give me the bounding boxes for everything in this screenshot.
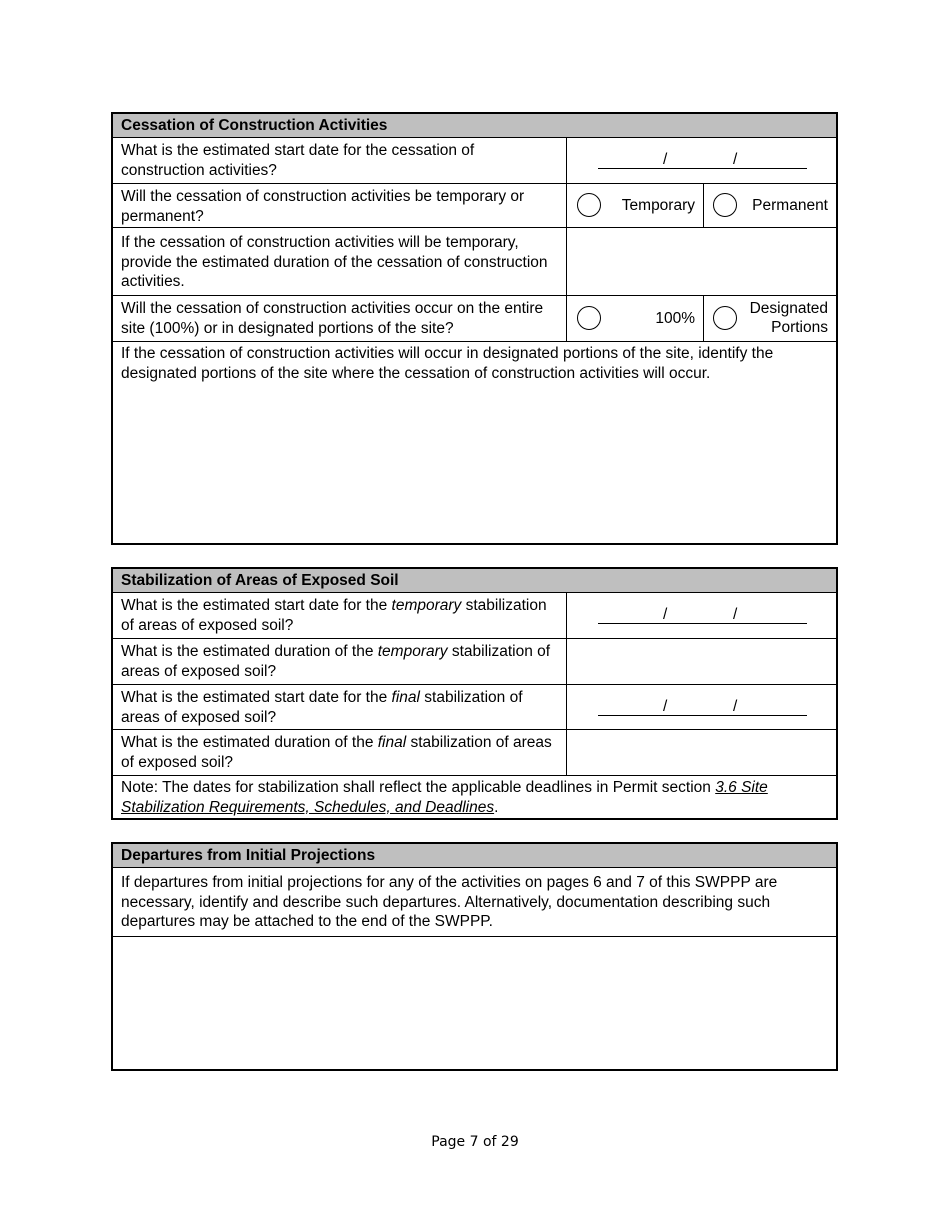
radio-entire-site[interactable] (577, 306, 601, 330)
date-separator: / (733, 698, 738, 715)
cessation-section (111, 112, 838, 545)
section-title: Cessation of Construction Activities (113, 114, 836, 137)
final-start-date-field[interactable] (567, 685, 836, 729)
note-text: Note: The dates for stabilization shall reflect the applicable deadlines in Permit section (121, 779, 716, 796)
option-designated-label (750, 299, 828, 337)
radio-temporary[interactable] (577, 193, 601, 217)
row-final-duration (113, 729, 836, 775)
departures-response-field[interactable] (113, 936, 836, 1069)
departures-instructions (113, 867, 836, 936)
option-temporary-label: Temporary (621, 197, 695, 214)
date-underline (598, 623, 807, 624)
option-designated-line1: Designated (749, 300, 828, 317)
option-permanent[interactable] (703, 184, 836, 227)
question-final-start: What is the estimated start date for the final stabilization of areas of exposed soil? (113, 685, 567, 729)
question-duration: If the cessation of construction activities will be temporary, provide the estimated duration of the cessation of construction activities. (113, 228, 567, 295)
date-underline (598, 715, 807, 716)
duration-field[interactable] (567, 228, 836, 295)
section-title: Stabilization of Areas of Exposed Soil (113, 569, 836, 592)
option-designated-line2: Portions (771, 319, 828, 336)
option-entire-site-label: 100% (655, 310, 695, 327)
question-extent: Will the cessation of construction activities occur on the entire site (100%) or in designated portions of the site? (113, 296, 567, 341)
date-separator: / (733, 151, 738, 168)
note-permit-reference: 3.6 Site Stabilization Requirements, Schedules, and Deadlines (121, 779, 768, 816)
row-temp-perm (113, 183, 836, 227)
row-duration (113, 227, 836, 295)
date-separator: / (733, 606, 738, 623)
row-temp-duration (113, 638, 836, 684)
row-extent (113, 295, 836, 341)
temp-perm-options (567, 184, 836, 227)
question-temp-start: What is the estimated start date for the temporary stabilization of areas of exposed soil? (113, 593, 567, 638)
question-designated-portions: If the cessation of construction activities will occur in designated portions of the site, identify the designated portions of the site where the cessation of construction activities will occur. (121, 345, 774, 382)
row-note: Note: The dates for stabilization shall reflect the applicable deadlines in Permit section 3.6 Site Stabilization Requirements, Schedules, and Deadlines. (113, 775, 836, 820)
page-number: Page 7 of 29 (431, 1134, 519, 1150)
row-final-start (113, 684, 836, 729)
date-separator: / (663, 698, 668, 715)
radio-permanent[interactable] (713, 193, 737, 217)
row-start-date (113, 137, 836, 183)
question-final-duration: What is the estimated duration of the final stabilization of areas of exposed soil? (113, 730, 567, 775)
question-temp-perm: Will the cessation of construction activities be temporary or permanent? (113, 184, 567, 227)
start-date-field[interactable] (567, 138, 836, 183)
option-designated-portions[interactable] (703, 296, 836, 341)
departures-text: If departures from initial projections for any of the activities on pages 6 and 7 of this SWPPP are necessary, identify and describe such departures. Alternatively, documentation describing such departures may be attached to the end of the SWPPP. (121, 874, 778, 930)
question-start-date: What is the estimated start date for the cessation of construction activities? (113, 138, 567, 183)
date-underline (598, 168, 807, 169)
radio-designated-portions[interactable] (713, 306, 737, 330)
row-designated-portions[interactable] (113, 341, 836, 543)
row-temp-start (113, 592, 836, 638)
date-separator: / (663, 151, 668, 168)
option-entire-site[interactable] (567, 296, 704, 341)
departures-section (111, 842, 838, 1071)
date-separator: / (663, 606, 668, 623)
temp-duration-field[interactable] (567, 639, 836, 684)
temp-start-date-field[interactable] (567, 593, 836, 638)
option-permanent-label: Permanent (752, 197, 828, 214)
stabilization-section (111, 567, 838, 820)
option-temporary[interactable] (567, 184, 704, 227)
extent-options (567, 296, 836, 341)
final-duration-field[interactable] (567, 730, 836, 775)
section-title: Departures from Initial Projections (113, 844, 836, 867)
question-temp-duration: What is the estimated duration of the temporary stabilization of areas of exposed soil? (113, 639, 567, 684)
